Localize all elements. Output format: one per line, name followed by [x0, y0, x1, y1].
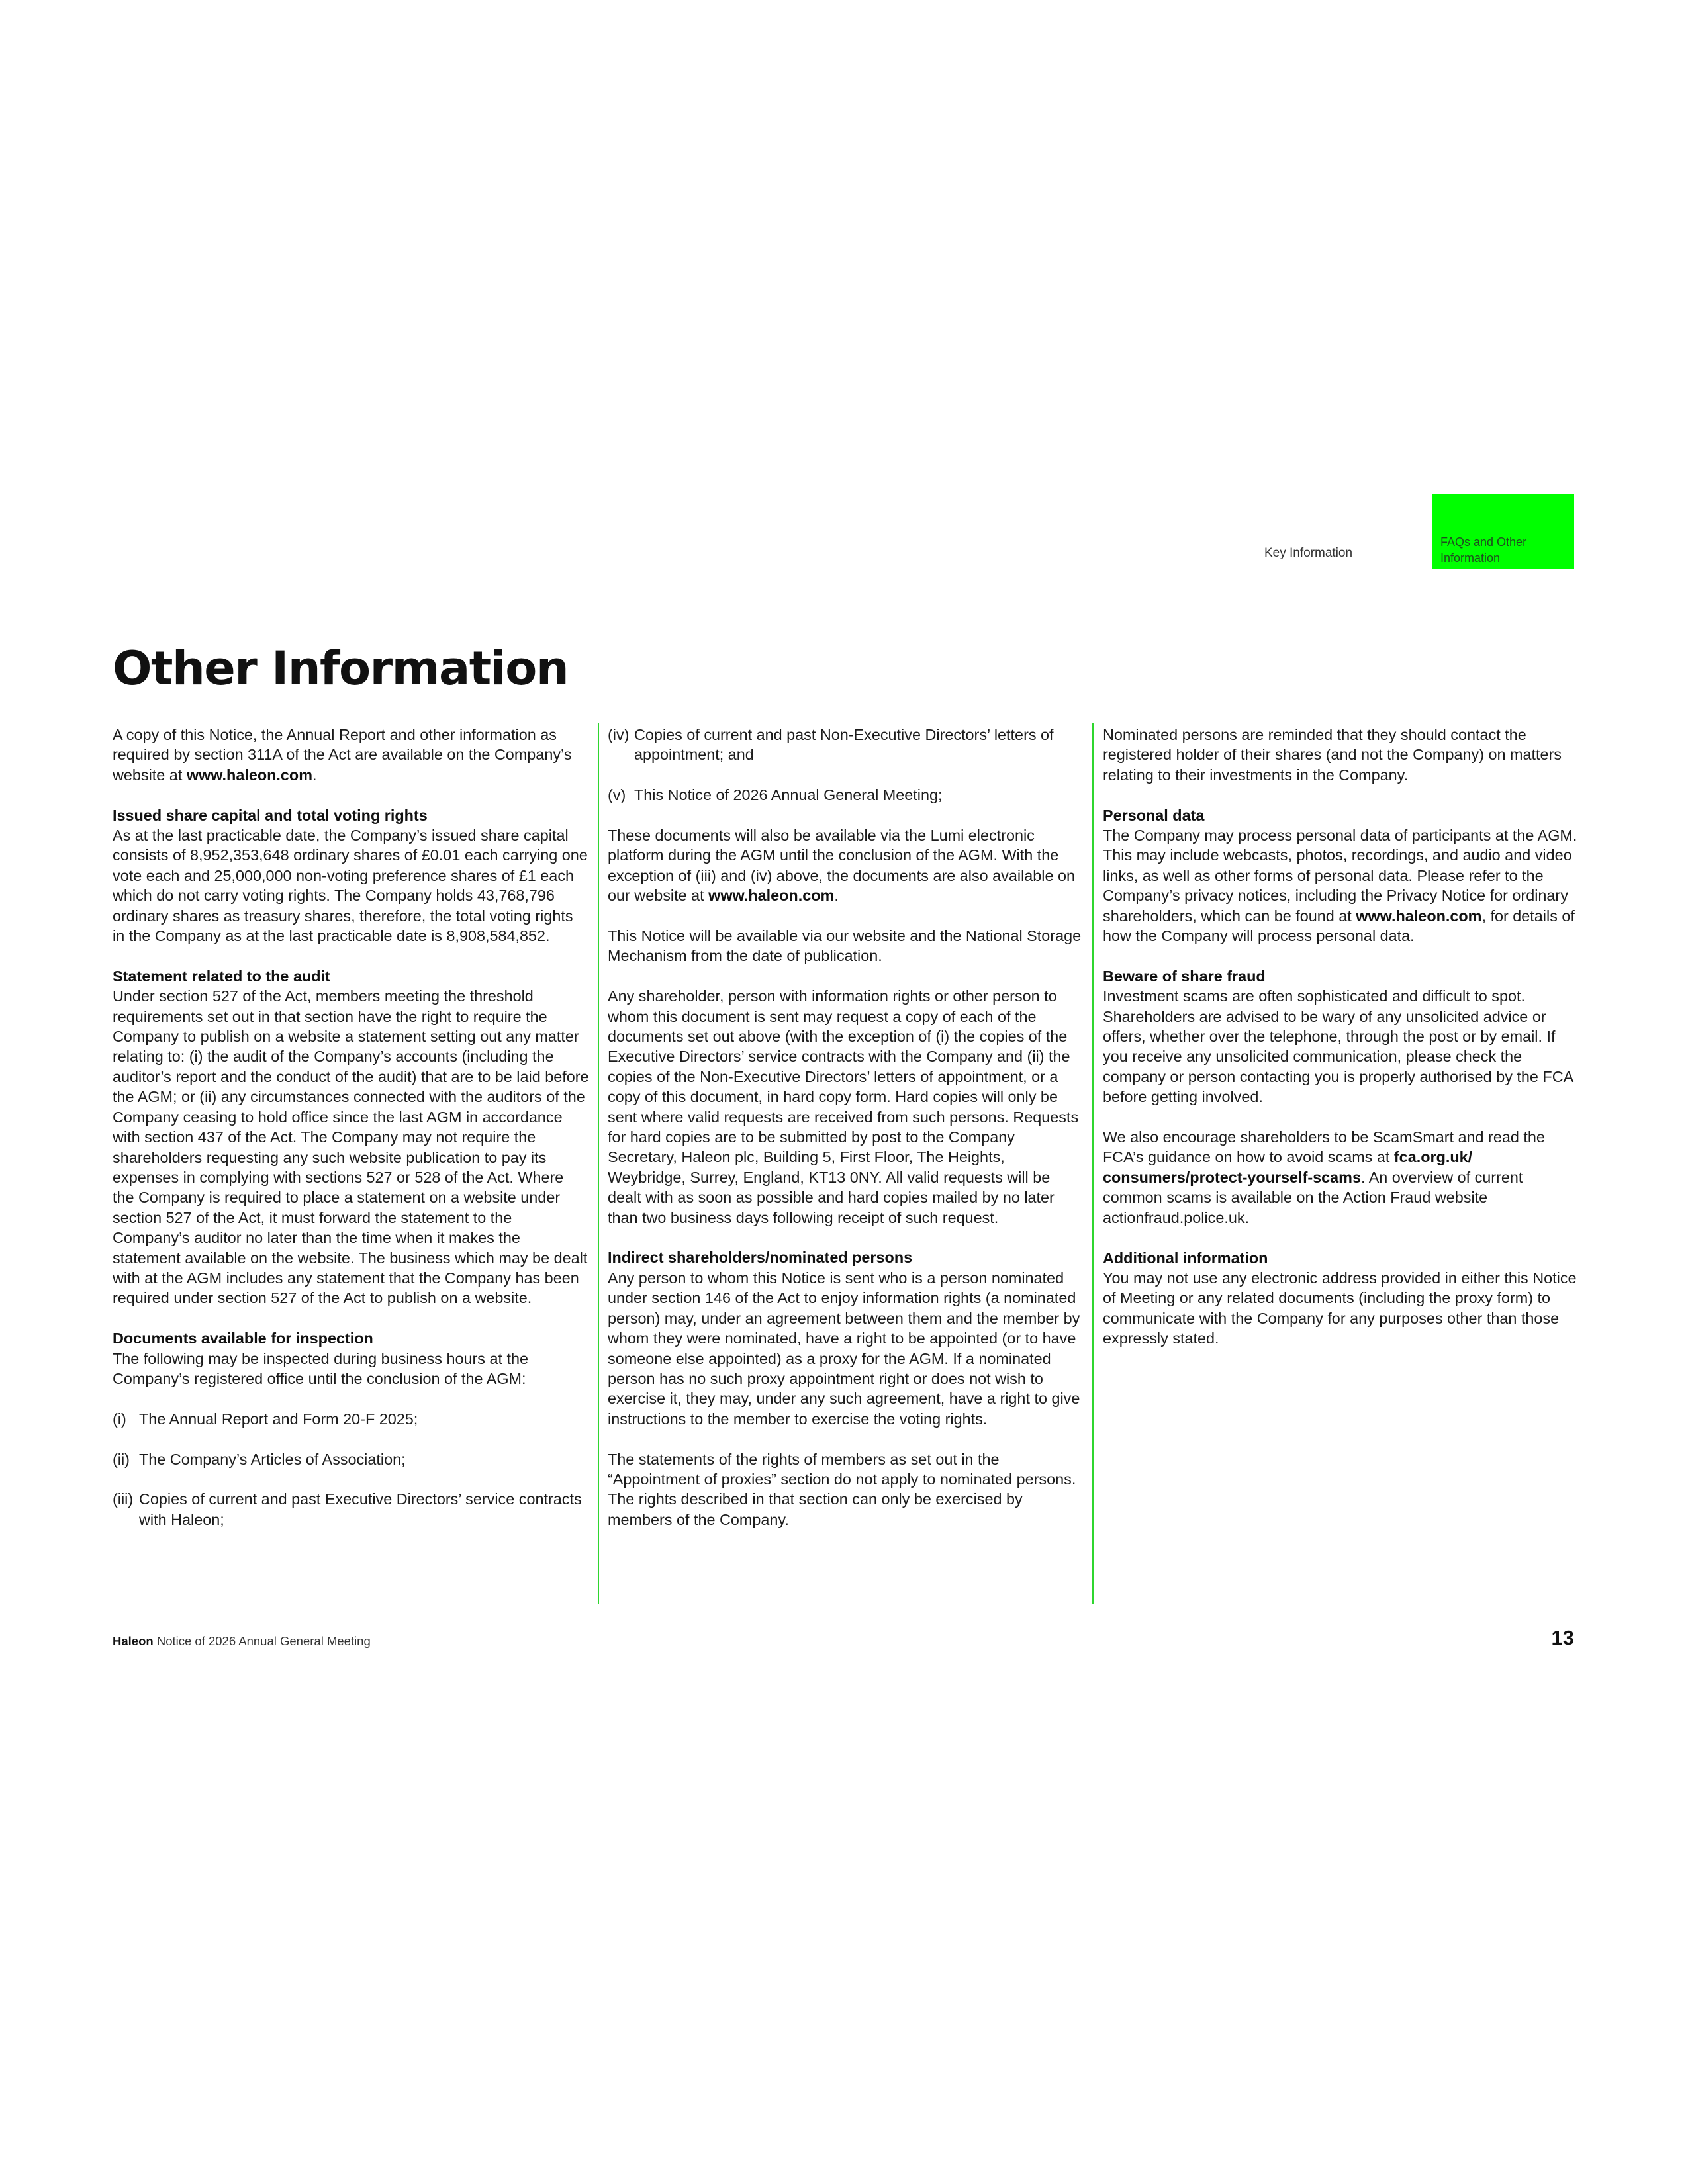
list-item-number: (iv) [608, 726, 630, 743]
nominated-paragraph: Nominated persons are reminded that they should contact the registered holder of their shares (and not the Company) on matters relating to their investments in the Company. [1103, 726, 1562, 784]
fca-scams-link[interactable]: fca.org.uk/ consumers/protect-yourself-scams [1103, 1148, 1473, 1186]
list-item-text: The Annual Report and Form 20-F 2025; [139, 1410, 418, 1428]
nsm-paragraph: This Notice will be available via our website and the National Storage Mechanism from the date of publication. [608, 927, 1082, 965]
column-2 [608, 725, 1084, 1550]
intro-text: A copy of this Notice, the Annual Report and other information as required by section 311A of the Act are available on the Company’s website at [113, 726, 572, 784]
heading-statement-audit: Statement related to the audit [113, 967, 330, 985]
list-item-number: (v) [608, 786, 626, 804]
personal-data-text-end: , for details of how the Company will process personal data. [1103, 907, 1575, 945]
fraud-paragraph: Investment scams are often sophisticated and difficult to spot. Shareholders are advised to be wary of any unsolicited advice or offers, whether over the telephone, through the post or by email. If you receive any unsolicited communication, please check the company or person contacting you is properly authorised by the FCA before getting involved. [1103, 987, 1573, 1106]
intro-text-end: . [312, 766, 317, 784]
audit-paragraph: Under section 527 of the Act, members meeting the threshold requirements set out in that section have the right to require the Company to publish on a website a statement setting out any matter relating to: (i) the audit of the Company’s accounts (including the auditor’s report and the conduct of the audit) that are to be laid before the AGM; or (ii) any circumstances connected with the auditors of the Company ceasing to hold office since the last AGM in accordance with section 437 of the Act. The Company may not require the shareholders requesting any such website publication to pay its expenses in complying with sections 527 or 528 of the Act. Where the Company is required to place a statement on a website under section 527 of the Act, it must forward the statement to the Company’s auditor no later than the time when it makes the statement available on the website. The business which may be dealt with at the AGM includes any statement that the Company has been required under section 527 of the Act to publish on a website. [113, 987, 589, 1307]
lumi-text-end: . [834, 887, 839, 905]
list-item-number: (i) [113, 1410, 126, 1428]
heading-share-fraud: Beware of share fraud [1103, 967, 1266, 985]
column-divider-2 [1092, 723, 1094, 1604]
statements-paragraph: The statements of the rights of members as set out in the “Appointment of proxies” section do not apply to nominated persons. The rights described in that section can only be exercised by members of the Company. [608, 1450, 1076, 1528]
page-title: Other Information [113, 641, 569, 696]
list-item [113, 1409, 589, 1429]
scamsmart-text-end: . An overview of current common scams is available on the Action Fraud website actionfraud.police.uk. [1103, 1168, 1523, 1226]
heading-additional-information: Additional information [1103, 1249, 1268, 1267]
scamsmart-paragraph [1103, 1127, 1579, 1228]
haleon-website-link[interactable]: www.haleon.com [1356, 907, 1482, 925]
footer-document-title [113, 1633, 371, 1649]
additional-paragraph: You may not use any electronic address provided in either this Notice of Meeting or any related documents (including the proxy form) to communicate with the Company for any purposes other than those expressly stated. [1103, 1269, 1577, 1347]
scamsmart-text: We also encourage shareholders to be ScamSmart and read the FCA’s guidance on how to avoid scams at [1103, 1128, 1545, 1166]
page-number: 13 [1551, 1626, 1574, 1649]
footer-title: Notice of 2026 Annual General Meeting [153, 1634, 371, 1648]
nav-key-information[interactable]: Key Information [1264, 546, 1353, 560]
haleon-website-link[interactable]: www.haleon.com [708, 887, 835, 905]
personal-data-paragraph [1103, 825, 1579, 946]
lumi-text: These documents will also be available via the Lumi electronic platform during the AGM until the conclusion of the AGM. With the exception of (iii) and (iv) above, the documents are also available on our website at [608, 827, 1076, 905]
column-divider-1 [598, 723, 599, 1604]
column-1 [113, 725, 589, 1550]
heading-documents-inspection: Documents available for inspection [113, 1330, 373, 1347]
list-item-text: Copies of current and past Non-Executive Directors’ letters of appointment; and [634, 726, 1054, 764]
list-item-number: (iii) [113, 1490, 134, 1508]
heading-indirect-shareholders: Indirect shareholders/nominated persons [608, 1249, 913, 1267]
documents-paragraph: The following may be inspected during business hours at the Company’s registered office until the conclusion of the AGM: [113, 1349, 529, 1387]
nav-tab-faqs-other-information[interactable]: FAQs and Other Information [1432, 494, 1574, 569]
lumi-paragraph [608, 825, 1084, 906]
share-capital-paragraph: As at the last practicable date, the Company’s issued share capital consists of 8,952,353,648 ordinary shares of £0.01 each carrying one vote each and 25,000,000 non-voting preference shares of £1 each which do not carry voting rights. The Company holds 43,768,796 ordinary shares as treasury shares, therefore, the total voting rights in the Company as at the last practicable date is 8,908,584,852. [113, 827, 588, 945]
indirect-paragraph: Any person to whom this Notice is sent who is a person nominated under section 146 of the Act to enjoy information rights (a nominated person) may, under an agreement between them and the member by whom they were nominated, have a right to be appointed (or to have someone else appointed) as a proxy for the AGM. If a nominated person has no such proxy appointment right or does not wish to exercise it, they may, under any such agreement, have a right to give instructions to the member to exercise the voting rights. [608, 1269, 1080, 1428]
column-3 [1103, 725, 1579, 1369]
list-item [608, 785, 1084, 805]
list-item [113, 1449, 589, 1469]
list-item-number: (ii) [113, 1450, 130, 1468]
heading-issued-share-capital: Issued share capital and total voting rights [113, 806, 428, 824]
list-item-text: Copies of current and past Executive Directors’ service contracts with Haleon; [139, 1490, 582, 1528]
footer-brand: Haleon [113, 1634, 154, 1648]
heading-personal-data: Personal data [1103, 806, 1205, 824]
list-item [608, 725, 1084, 765]
intro-paragraph [113, 725, 589, 785]
personal-data-text: The Company may process personal data of participants at the AGM. This may include webcasts, photos, recordings, and audio and video links, as well as other forms of personal data. Please refer to the Company’s privacy notices, including the Privacy Notice for ordinary shareholders, which can be found at [1103, 827, 1577, 925]
list-item-text: This Notice of 2026 Annual General Meeting; [634, 786, 943, 804]
list-item-text: The Company’s Articles of Association; [139, 1450, 406, 1468]
hard-copy-paragraph: Any shareholder, person with information rights or other person to whom this document is sent may request a copy of each of the documents set out above (with the exception of (i) the copies of the Executive Directors’ service contracts with the Company and (ii) the copies of the Non-Executive Directors’ letters of appointment, or a copy of this document, in hard copy form. Hard copies will only be sent where valid requests are received from such persons. Requests for hard copies are to be submitted by post to the Company Secretary, Haleon plc, Building 5, First Floor, The Heights, Weybridge, Surrey, England, KT13 0NY. All valid requests will be dealt with as soon as possible and hard copies mailed by no later than two business days following receipt of such request. [608, 987, 1079, 1226]
haleon-website-link[interactable]: www.haleon.com [186, 766, 313, 784]
list-item [113, 1489, 589, 1529]
